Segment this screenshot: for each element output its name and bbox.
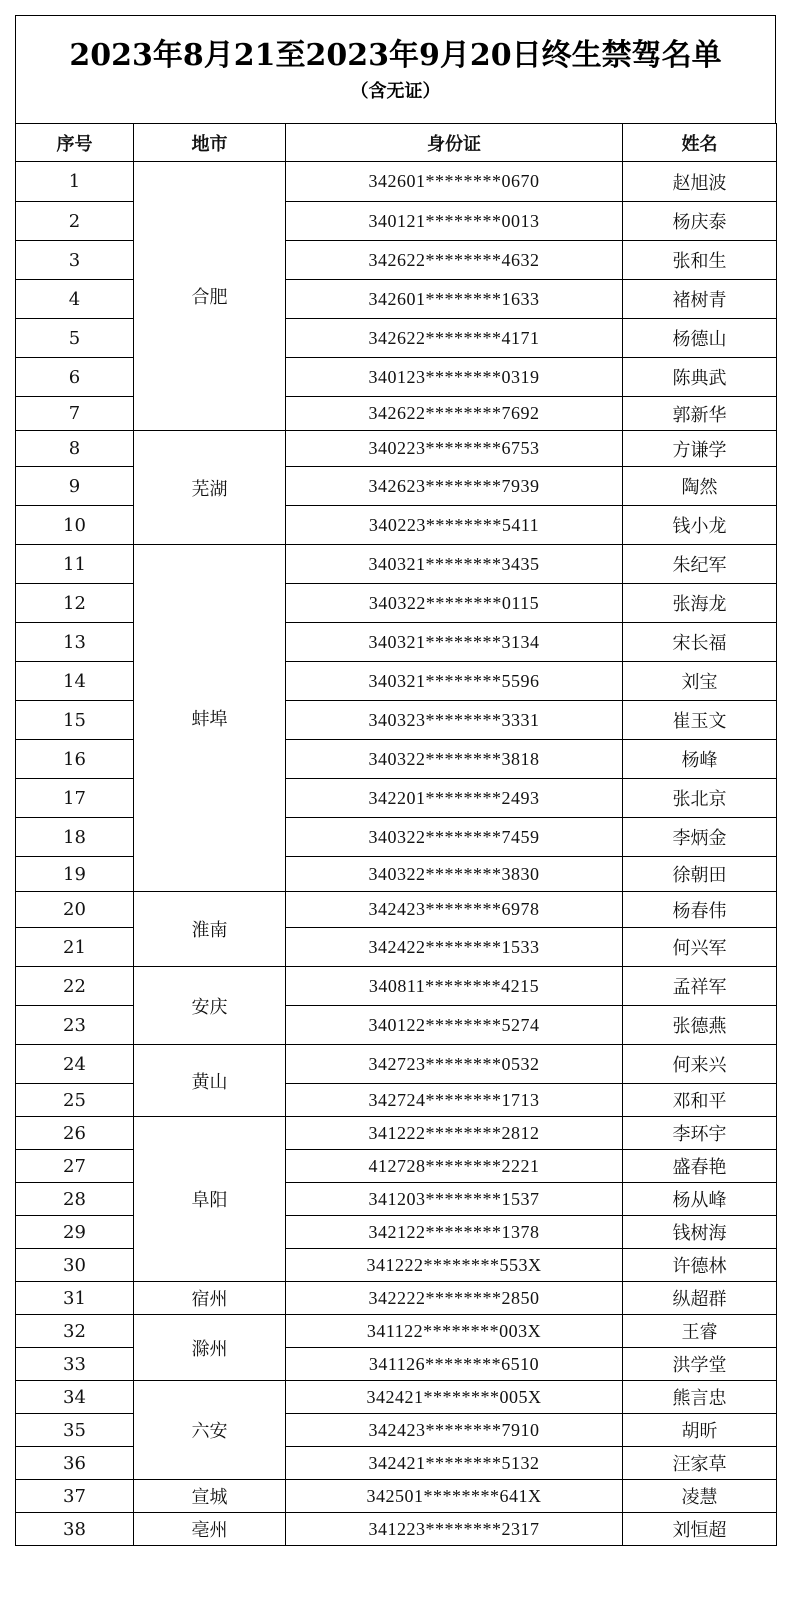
row-name: 钱树海: [623, 1216, 777, 1249]
table-row: [16, 662, 777, 701]
table-row: [16, 506, 777, 545]
row-serial-number: 14: [16, 662, 134, 701]
row-serial-number: 18: [16, 818, 134, 857]
row-serial-number: 15: [16, 701, 134, 740]
table-row: [16, 358, 777, 397]
table-row: [16, 1315, 777, 1348]
table-row: [16, 584, 777, 623]
row-name: 杨峰: [623, 740, 777, 779]
row-serial-number: 3: [16, 241, 134, 280]
row-name: 何来兴: [623, 1045, 777, 1084]
table-row: [16, 280, 777, 319]
row-name: 刘宝: [623, 662, 777, 701]
row-name: 朱纪军: [623, 545, 777, 584]
document-sheet: [15, 15, 776, 1587]
row-serial-number: 10: [16, 506, 134, 545]
row-id-card: 340121********0013: [286, 202, 623, 241]
row-serial-number: 24: [16, 1045, 134, 1084]
row-id-card: 341203********1537: [286, 1183, 623, 1216]
row-name: 盛春艳: [623, 1150, 777, 1183]
table-row: [16, 740, 777, 779]
row-serial-number: 2: [16, 202, 134, 241]
row-serial-number: 21: [16, 928, 134, 967]
row-serial-number: 29: [16, 1216, 134, 1249]
row-id-card: 342723********0532: [286, 1045, 623, 1084]
row-id-card: 340322********0115: [286, 584, 623, 623]
row-city: 阜阳: [134, 1117, 286, 1282]
row-id-card: 342622********7692: [286, 397, 623, 431]
row-id-card: 342601********0670: [286, 162, 623, 202]
row-name: 杨春伟: [623, 892, 777, 928]
row-city: 滁州: [134, 1315, 286, 1381]
row-name: 方谦学: [623, 431, 777, 467]
header-serial-number: 序号: [16, 124, 134, 162]
row-serial-number: 11: [16, 545, 134, 584]
row-id-card: 342601********1633: [286, 280, 623, 319]
row-serial-number: 13: [16, 623, 134, 662]
row-id-card: 342222********2850: [286, 1282, 623, 1315]
row-city: 六安: [134, 1381, 286, 1480]
row-name: 杨从峰: [623, 1183, 777, 1216]
row-id-card: 342622********4171: [286, 319, 623, 358]
row-serial-number: 5: [16, 319, 134, 358]
row-id-card: 340321********3435: [286, 545, 623, 584]
row-serial-number: 7: [16, 397, 134, 431]
row-id-card: 340223********5411: [286, 506, 623, 545]
row-name: 孟祥军: [623, 967, 777, 1006]
row-id-card: 342421********005X: [286, 1381, 623, 1414]
row-city: 亳州: [134, 1513, 286, 1546]
row-id-card: 340322********3830: [286, 857, 623, 892]
row-name: 胡昕: [623, 1414, 777, 1447]
table-row: [16, 1447, 777, 1480]
row-name: 刘恒超: [623, 1513, 777, 1546]
row-id-card: 340122********5274: [286, 1006, 623, 1045]
table-body: [16, 162, 777, 1546]
row-name: 张北京: [623, 779, 777, 818]
row-name: 郭新华: [623, 397, 777, 431]
row-serial-number: 1: [16, 162, 134, 202]
row-id-card: 342622********4632: [286, 241, 623, 280]
row-serial-number: 19: [16, 857, 134, 892]
row-city: 淮南: [134, 892, 286, 967]
row-name: 张海龙: [623, 584, 777, 623]
header-id-card: 身份证: [286, 124, 623, 162]
row-city: 安庆: [134, 967, 286, 1045]
table-row: [16, 241, 777, 280]
row-city: 宣城: [134, 1480, 286, 1513]
row-id-card: 340322********7459: [286, 818, 623, 857]
row-city: 芜湖: [134, 431, 286, 545]
table-row: [16, 162, 777, 202]
row-name: 汪家草: [623, 1447, 777, 1480]
row-name: 张德燕: [623, 1006, 777, 1045]
table-row: [16, 1513, 777, 1546]
row-serial-number: 30: [16, 1249, 134, 1282]
table-row: [16, 431, 777, 467]
document-subtitle: （含无证）: [350, 81, 441, 102]
row-name: 褚树青: [623, 280, 777, 319]
row-name: 李炳金: [623, 818, 777, 857]
row-id-card: 342122********1378: [286, 1216, 623, 1249]
row-serial-number: 16: [16, 740, 134, 779]
row-serial-number: 32: [16, 1315, 134, 1348]
row-serial-number: 9: [16, 467, 134, 506]
row-serial-number: 28: [16, 1183, 134, 1216]
row-city: 蚌埠: [134, 545, 286, 892]
row-city: 合肥: [134, 162, 286, 431]
row-name: 张和生: [623, 241, 777, 280]
row-name: 邓和平: [623, 1084, 777, 1117]
row-name: 许德林: [623, 1249, 777, 1282]
row-name: 杨庆泰: [623, 202, 777, 241]
table-row: [16, 1249, 777, 1282]
row-id-card: 340321********5596: [286, 662, 623, 701]
row-serial-number: 25: [16, 1084, 134, 1117]
row-id-card: 341126********6510: [286, 1348, 623, 1381]
row-id-card: 340321********3134: [286, 623, 623, 662]
row-serial-number: 38: [16, 1513, 134, 1546]
row-id-card: 340323********3331: [286, 701, 623, 740]
table-row: [16, 892, 777, 928]
row-serial-number: 34: [16, 1381, 134, 1414]
row-id-card: 342201********2493: [286, 779, 623, 818]
table-row: [16, 1348, 777, 1381]
table-row: [16, 701, 777, 740]
row-name: 洪学堂: [623, 1348, 777, 1381]
table-row: [16, 779, 777, 818]
table-row: [16, 397, 777, 431]
row-serial-number: 31: [16, 1282, 134, 1315]
row-name: 赵旭波: [623, 162, 777, 202]
table-header-row: [16, 124, 777, 162]
row-serial-number: 33: [16, 1348, 134, 1381]
table-row: [16, 467, 777, 506]
row-name: 陈典武: [623, 358, 777, 397]
row-name: 陶然: [623, 467, 777, 506]
table-row: [16, 545, 777, 584]
row-name: 杨德山: [623, 319, 777, 358]
row-serial-number: 26: [16, 1117, 134, 1150]
table-row: [16, 319, 777, 358]
table-row: [16, 1183, 777, 1216]
row-id-card: 340223********6753: [286, 431, 623, 467]
row-id-card: 412728********2221: [286, 1150, 623, 1183]
row-id-card: 340811********4215: [286, 967, 623, 1006]
row-name: 崔玉文: [623, 701, 777, 740]
table-row: [16, 857, 777, 892]
table-row: [16, 1006, 777, 1045]
row-name: 何兴军: [623, 928, 777, 967]
table-row: [16, 202, 777, 241]
row-serial-number: 37: [16, 1480, 134, 1513]
row-id-card: 340322********3818: [286, 740, 623, 779]
row-serial-number: 35: [16, 1414, 134, 1447]
table-row: [16, 1084, 777, 1117]
row-id-card: 341222********553X: [286, 1249, 623, 1282]
row-city: 宿州: [134, 1282, 286, 1315]
table-row: [16, 967, 777, 1006]
row-serial-number: 12: [16, 584, 134, 623]
row-serial-number: 8: [16, 431, 134, 467]
table-row: [16, 928, 777, 967]
row-city: 黄山: [134, 1045, 286, 1117]
row-serial-number: 17: [16, 779, 134, 818]
row-name: 徐朝田: [623, 857, 777, 892]
table-row: [16, 1414, 777, 1447]
document-title: 2023年8月21至2023年9月20日终生禁驾名单: [69, 38, 722, 73]
row-serial-number: 20: [16, 892, 134, 928]
row-id-card: 342724********1713: [286, 1084, 623, 1117]
row-name: 钱小龙: [623, 506, 777, 545]
table-row: [16, 1117, 777, 1150]
row-id-card: 341122********003X: [286, 1315, 623, 1348]
row-name: 熊言忠: [623, 1381, 777, 1414]
header-city: 地市: [134, 124, 286, 162]
table-row: [16, 818, 777, 857]
row-name: 宋长福: [623, 623, 777, 662]
row-id-card: 341223********2317: [286, 1513, 623, 1546]
row-serial-number: 4: [16, 280, 134, 319]
row-id-card: 342423********6978: [286, 892, 623, 928]
row-id-card: 342501********641X: [286, 1480, 623, 1513]
row-id-card: 340123********0319: [286, 358, 623, 397]
row-name: 凌慧: [623, 1480, 777, 1513]
header-name: 姓名: [623, 124, 777, 162]
table-row: [16, 1480, 777, 1513]
row-id-card: 342623********7939: [286, 467, 623, 506]
table-row: [16, 1150, 777, 1183]
table-row: [16, 1381, 777, 1414]
row-serial-number: 23: [16, 1006, 134, 1045]
row-id-card: 342422********1533: [286, 928, 623, 967]
table-row: [16, 623, 777, 662]
row-name: 纵超群: [623, 1282, 777, 1315]
row-id-card: 342423********7910: [286, 1414, 623, 1447]
row-serial-number: 36: [16, 1447, 134, 1480]
table-row: [16, 1045, 777, 1084]
row-name: 王睿: [623, 1315, 777, 1348]
ban-list-table: [15, 123, 777, 1546]
title-block: [15, 15, 776, 123]
row-id-card: 342421********5132: [286, 1447, 623, 1480]
row-name: 李环宇: [623, 1117, 777, 1150]
row-serial-number: 6: [16, 358, 134, 397]
row-id-card: 341222********2812: [286, 1117, 623, 1150]
row-serial-number: 22: [16, 967, 134, 1006]
row-serial-number: 27: [16, 1150, 134, 1183]
table-row: [16, 1216, 777, 1249]
table-row: [16, 1282, 777, 1315]
